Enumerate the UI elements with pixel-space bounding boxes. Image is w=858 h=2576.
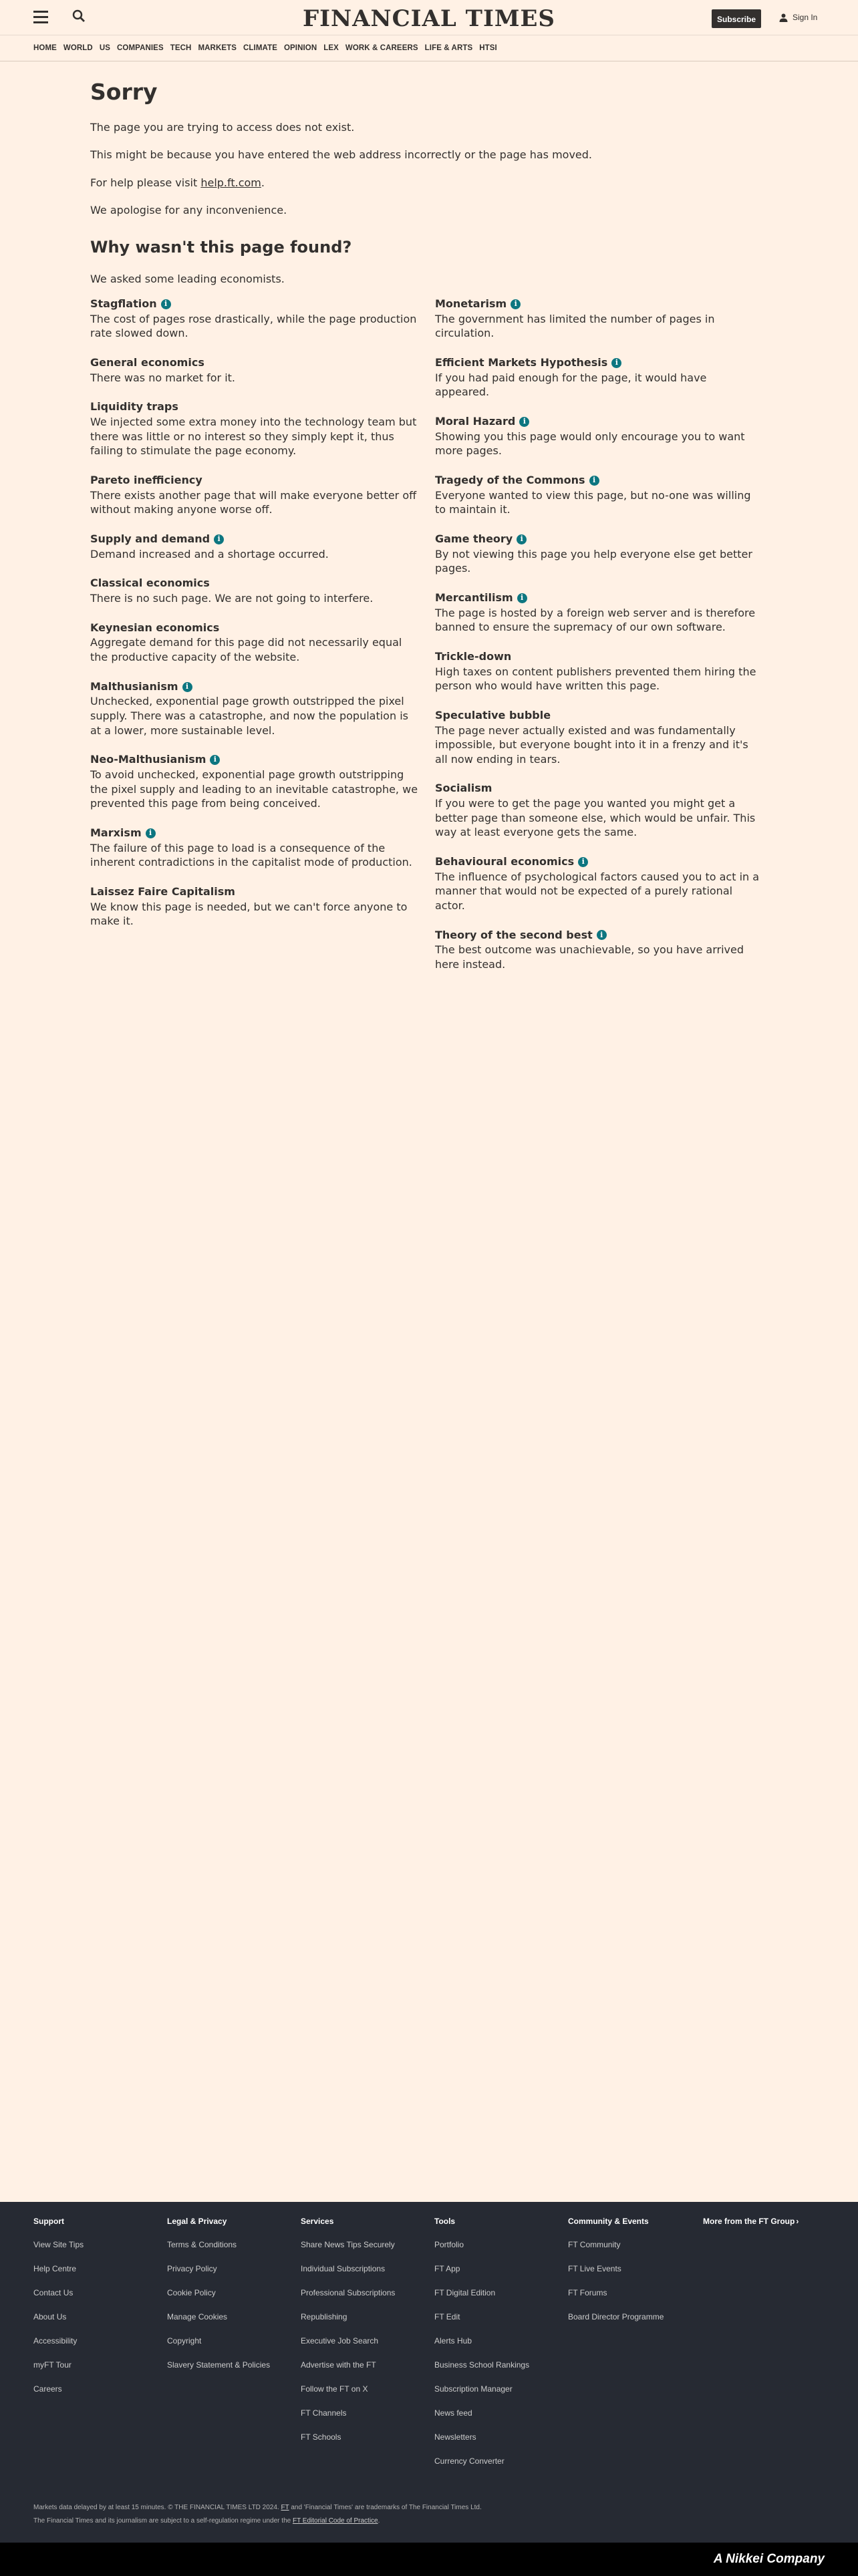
footer-link[interactable]: Newsletters — [434, 2432, 476, 2442]
site-footer — [0, 2202, 858, 2543]
footer-link[interactable]: Subscription Manager — [434, 2384, 513, 2394]
footer-link[interactable]: FT Community — [568, 2240, 621, 2249]
footer-link[interactable]: View Site Tips — [33, 2240, 84, 2249]
entry-title-text: Supply and demand — [90, 532, 210, 545]
error-explanation: This might be because you have entered the web address incorrectly or the page has moved. — [90, 148, 593, 162]
footer-column — [33, 2217, 167, 2480]
info-icon[interactable]: i — [182, 682, 192, 692]
economist-entry — [90, 577, 419, 605]
entry-title-text: Stagflation — [90, 297, 157, 310]
sign-in-link[interactable] — [779, 13, 817, 22]
footer-link[interactable]: Help Centre — [33, 2264, 77, 2273]
entry-text: There was no market for it. — [90, 371, 235, 384]
help-suffix: . — [261, 176, 265, 189]
legal-line-1a: Markets data delayed by at least 15 minutes. © THE FINANCIAL TIMES LTD 2024. — [33, 2504, 281, 2511]
entry-text: The page never actually existed and was fundamentally impossible, but everyone bought into it in a frenzy and it's all now ending in tears. — [435, 723, 748, 766]
ft-logo[interactable]: FINANCIAL TIMES — [303, 5, 555, 32]
entry-title — [90, 680, 419, 694]
footer-link[interactable]: News feed — [434, 2408, 472, 2418]
entry-title-text: Classical economics — [90, 577, 210, 590]
footer-link[interactable]: Portfolio — [434, 2240, 464, 2249]
entry-title-text: Laissez Faire Capitalism — [90, 884, 235, 898]
footer-link[interactable]: FT Forums — [568, 2288, 607, 2297]
footer-link[interactable]: Follow the FT on X — [301, 2384, 368, 2394]
economist-entry — [435, 709, 764, 767]
entry-title — [435, 356, 764, 370]
legal-line-2a: The Financial Times and its journalism are subject to a self-regulation regime under the — [33, 2517, 293, 2525]
subscribe-button[interactable]: Subscribe — [712, 9, 761, 28]
economist-entry — [90, 885, 419, 929]
footer-link[interactable]: Share News Tips Securely — [301, 2240, 395, 2249]
info-icon[interactable]: i — [214, 534, 224, 544]
footer-column-title[interactable] — [702, 2217, 835, 2226]
entry-title-text: Speculative bubble — [435, 708, 551, 721]
entry-title — [435, 782, 764, 796]
entry-title-text: Liquidity traps — [90, 400, 178, 414]
economist-entry — [90, 532, 419, 561]
entry-title — [435, 591, 764, 605]
entry-text: Everyone wanted to view this page, but no-one was willing to maintain it. — [435, 488, 751, 516]
entry-title-text: Behavioural economics — [435, 855, 575, 868]
entry-title-text: Pareto inefficiency — [90, 473, 202, 486]
economist-entry — [90, 621, 419, 665]
entry-title-text: Tragedy of the Commons — [435, 473, 585, 486]
info-icon[interactable]: i — [517, 534, 527, 544]
entry-text: The cost of pages rose drastically, while the page production rate slowed down. — [90, 312, 417, 340]
entry-title-text: Theory of the second best — [435, 928, 593, 941]
entry-title — [435, 929, 764, 943]
footer-link[interactable]: Copyright — [167, 2336, 202, 2346]
sign-in-label: Sign In — [793, 13, 818, 22]
footer-column — [434, 2217, 568, 2480]
nav-item[interactable]: LIFE & ARTS — [424, 44, 473, 52]
entry-title — [90, 474, 419, 488]
info-icon[interactable]: i — [146, 828, 156, 838]
entry-title — [90, 826, 419, 840]
entry-text: Aggregate demand for this page did not necessarily equal the productive capacity of the website. — [90, 636, 402, 664]
error-message: The page you are trying to access does not exist. — [90, 120, 355, 134]
nav-item[interactable]: COMPANIES — [117, 44, 164, 52]
entry-title-text: Efficient Markets Hypothesis — [435, 355, 608, 369]
entry-title — [435, 297, 764, 311]
footer-column-title-text: Services — [301, 2217, 334, 2226]
help-prefix: For help please visit — [90, 176, 201, 189]
entry-title — [90, 621, 419, 635]
economist-entry — [435, 532, 764, 576]
entry-text: There is no such page. We are not going to interfere. — [90, 592, 374, 605]
economist-entry — [435, 297, 764, 341]
info-icon[interactable]: i — [611, 358, 621, 368]
info-icon[interactable]: i — [161, 299, 171, 309]
footer-column-title-text: More from the FT Group — [703, 2217, 795, 2226]
footer-link[interactable]: Terms & Conditions — [167, 2240, 237, 2249]
entry-text: High taxes on content publishers prevented them hiring the person who would have written this page. — [435, 665, 756, 693]
entry-text: The best outcome was unachievable, so you have arrived here instead. — [435, 943, 744, 971]
economist-entry — [90, 400, 419, 458]
footer-link[interactable]: About Us — [33, 2312, 67, 2321]
footer-column — [301, 2217, 434, 2480]
economist-entry — [435, 356, 764, 399]
right-column — [435, 297, 764, 987]
nav-item[interactable]: HOME — [33, 44, 57, 52]
footer-link[interactable]: Executive Job Search — [301, 2336, 379, 2346]
entry-title — [90, 577, 419, 591]
footer-column-title-text: Community & Events — [568, 2217, 649, 2226]
info-icon[interactable]: i — [517, 593, 527, 603]
footer-column — [702, 2217, 835, 2480]
legal-text — [33, 2501, 482, 2528]
footer-column — [568, 2217, 702, 2480]
entry-title — [90, 297, 419, 311]
footer-link[interactable]: Contact Us — [33, 2288, 74, 2297]
economist-entry — [435, 929, 764, 972]
entry-text: There exists another page that will make everyone better off without making anyone worse off. — [90, 488, 417, 516]
help-line — [90, 176, 772, 190]
nav-item[interactable]: WORLD — [63, 44, 93, 52]
main-content — [90, 79, 772, 987]
footer-column-title-text: Support — [33, 2217, 64, 2226]
section-heading: Why wasn't this page found? — [90, 237, 352, 257]
footer-link[interactable]: Republishing — [301, 2312, 347, 2321]
economist-entry — [435, 591, 764, 635]
info-icon[interactable]: i — [511, 299, 521, 309]
entry-title-text: General economics — [90, 355, 204, 369]
economist-entry — [90, 356, 419, 385]
entry-title-text: Trickle-down — [435, 649, 512, 663]
section-intro: We asked some leading economists. — [90, 272, 285, 285]
economist-entry — [435, 782, 764, 840]
entry-title-text: Mercantilism — [435, 591, 513, 604]
economist-entry — [435, 415, 764, 458]
entry-text: We injected some extra money into the technology team but there was little or no interest so they simply kept it, thus failing to stimulate the page economy. — [90, 416, 417, 458]
entry-text: The influence of psychological factors caused you to act in a manner that would not be expected of a purely rational actor. — [435, 870, 760, 912]
chevron-right-icon: › — [796, 2217, 799, 2226]
entry-title — [435, 709, 764, 723]
nav-item[interactable]: TECH — [170, 44, 192, 52]
help-link[interactable]: help.ft.com — [200, 176, 261, 189]
footer-link[interactable]: FT Channels — [301, 2408, 347, 2418]
nav-item[interactable]: US — [99, 44, 111, 52]
footer-link[interactable]: Professional Subscriptions — [301, 2288, 396, 2297]
footer-link[interactable]: FT Edit — [434, 2312, 460, 2321]
page-title: Sorry — [90, 79, 158, 105]
entry-title — [435, 855, 764, 869]
nav-item[interactable]: WORK & CAREERS — [345, 44, 418, 52]
left-column — [90, 297, 419, 987]
entry-title — [90, 356, 419, 370]
entry-text: The page is hosted by a foreign web server and is therefore banned to ensure the supremacy of our own software. — [435, 606, 756, 634]
entry-title-text: Malthusianism — [90, 679, 178, 693]
economist-entry — [90, 753, 419, 811]
editorial-code-link[interactable]: FT Editorial Code of Practice — [292, 2517, 378, 2525]
nav-item[interactable]: LEX — [323, 44, 339, 52]
legal-line-1c: and 'Financial Times' are trademarks of The Financial Times Ltd. — [289, 2504, 482, 2511]
main-nav — [0, 35, 858, 61]
info-icon[interactable]: i — [589, 476, 599, 486]
economist-entry — [90, 474, 419, 517]
nav-item[interactable]: CLIMATE — [243, 44, 277, 52]
economist-entry — [90, 826, 419, 870]
entry-title — [435, 474, 764, 488]
nav-item[interactable]: OPINION — [283, 44, 317, 52]
footer-link[interactable]: Careers — [33, 2384, 62, 2394]
entry-text: If you were to get the page you wanted you might get a better page than someone else, which would be unfair. This way at least everyone gets the same. — [435, 797, 756, 839]
footer-link[interactable]: Currency Converter — [434, 2456, 505, 2466]
footer-link[interactable]: Individual Subscriptions — [301, 2264, 386, 2273]
site-header — [0, 0, 858, 35]
economist-entry — [435, 474, 764, 517]
footer-column — [167, 2217, 301, 2480]
footer-link[interactable]: Advertise with the FT — [301, 2360, 376, 2370]
entry-text: By not viewing this page you help everyone else get better pages. — [435, 547, 752, 575]
entry-text: We know this page is needed, but we can't force anyone to make it. — [90, 900, 408, 928]
footer-column-title — [568, 2217, 702, 2226]
economist-entry — [90, 297, 419, 341]
entry-text: The failure of this page to load is a consequence of the inherent contradictions in the capitalist mode of production. — [90, 841, 412, 869]
footer-link[interactable]: FT App — [434, 2264, 460, 2273]
footer-link[interactable]: Business School Rankings — [434, 2360, 530, 2370]
info-icon[interactable]: i — [210, 755, 220, 765]
footer-link[interactable]: Slavery Statement & Policies — [167, 2360, 271, 2370]
entry-title-text: Game theory — [435, 532, 513, 545]
entry-title — [435, 650, 764, 664]
entry-title — [90, 753, 419, 767]
nikkei-logo[interactable]: A Nikkei Company — [713, 2552, 825, 2566]
info-icon[interactable]: i — [578, 857, 588, 867]
economist-entry — [435, 855, 764, 913]
apology: We apologise for any inconvenience. — [90, 204, 287, 217]
entry-title-text: Keynesian economics — [90, 621, 220, 634]
footer-link[interactable]: myFT Tour — [33, 2360, 72, 2370]
entry-title-text: Monetarism — [435, 297, 507, 310]
legal-line-2c: . — [378, 2517, 380, 2525]
nav-item[interactable]: HTSI — [479, 44, 497, 52]
entry-text: Demand increased and a shortage occurred. — [90, 547, 329, 560]
entry-text: If you had paid enough for the page, it would have appeared. — [435, 371, 707, 399]
info-icon[interactable]: i — [597, 930, 607, 940]
entry-title-text: Marxism — [90, 826, 142, 839]
footer-column-title-text: Tools — [434, 2217, 456, 2226]
footer-link[interactable]: Accessibility — [33, 2336, 78, 2346]
footer-link[interactable]: Manage Cookies — [167, 2312, 228, 2321]
entry-title — [435, 532, 764, 546]
nikkei-bar — [0, 2543, 858, 2576]
footer-link[interactable]: Privacy Policy — [167, 2264, 217, 2273]
footer-column-title-text: Legal & Privacy — [167, 2217, 227, 2226]
info-icon[interactable]: i — [519, 417, 529, 427]
entry-title — [90, 885, 419, 899]
footer-column-title — [434, 2217, 568, 2226]
entry-title-text: Neo-Malthusianism — [90, 753, 206, 766]
entry-text: Showing you this page would only encourage you to want more pages. — [435, 430, 745, 458]
entry-text: To avoid unchecked, exponential page growth outstripping the pixel supply and leading to an inevitable catastrophe, we prevented this page from being conceived. — [90, 768, 418, 810]
footer-link[interactable]: FT Schools — [301, 2432, 341, 2442]
entry-text: Unchecked, exponential page growth outstripped the pixel supply. There was a catastrophe, and now the population is at a lower, more sustainable level. — [90, 695, 408, 737]
footer-link[interactable]: FT Live Events — [568, 2264, 621, 2273]
footer-link[interactable]: Alerts Hub — [434, 2336, 472, 2346]
user-icon — [779, 13, 788, 22]
entry-title — [90, 532, 419, 546]
economist-entry — [435, 650, 764, 693]
nav-item[interactable]: MARKETS — [198, 44, 237, 52]
footer-link[interactable]: Board Director Programme — [568, 2312, 664, 2321]
footer-link[interactable]: Cookie Policy — [167, 2288, 216, 2297]
footer-link[interactable]: FT Digital Edition — [434, 2288, 496, 2297]
entry-title-text: Moral Hazard — [435, 414, 516, 428]
entry-title — [435, 415, 764, 429]
entry-text: The government has limited the number of pages in circulation. — [435, 312, 715, 340]
entry-title — [90, 400, 419, 414]
economist-columns — [90, 297, 772, 987]
footer-column-title — [33, 2217, 167, 2226]
footer-column-title — [167, 2217, 301, 2226]
ft-trademark-link[interactable]: FT — [281, 2504, 289, 2511]
footer-column-title — [301, 2217, 434, 2226]
economist-entry — [90, 680, 419, 738]
entry-title-text: Socialism — [435, 782, 492, 795]
